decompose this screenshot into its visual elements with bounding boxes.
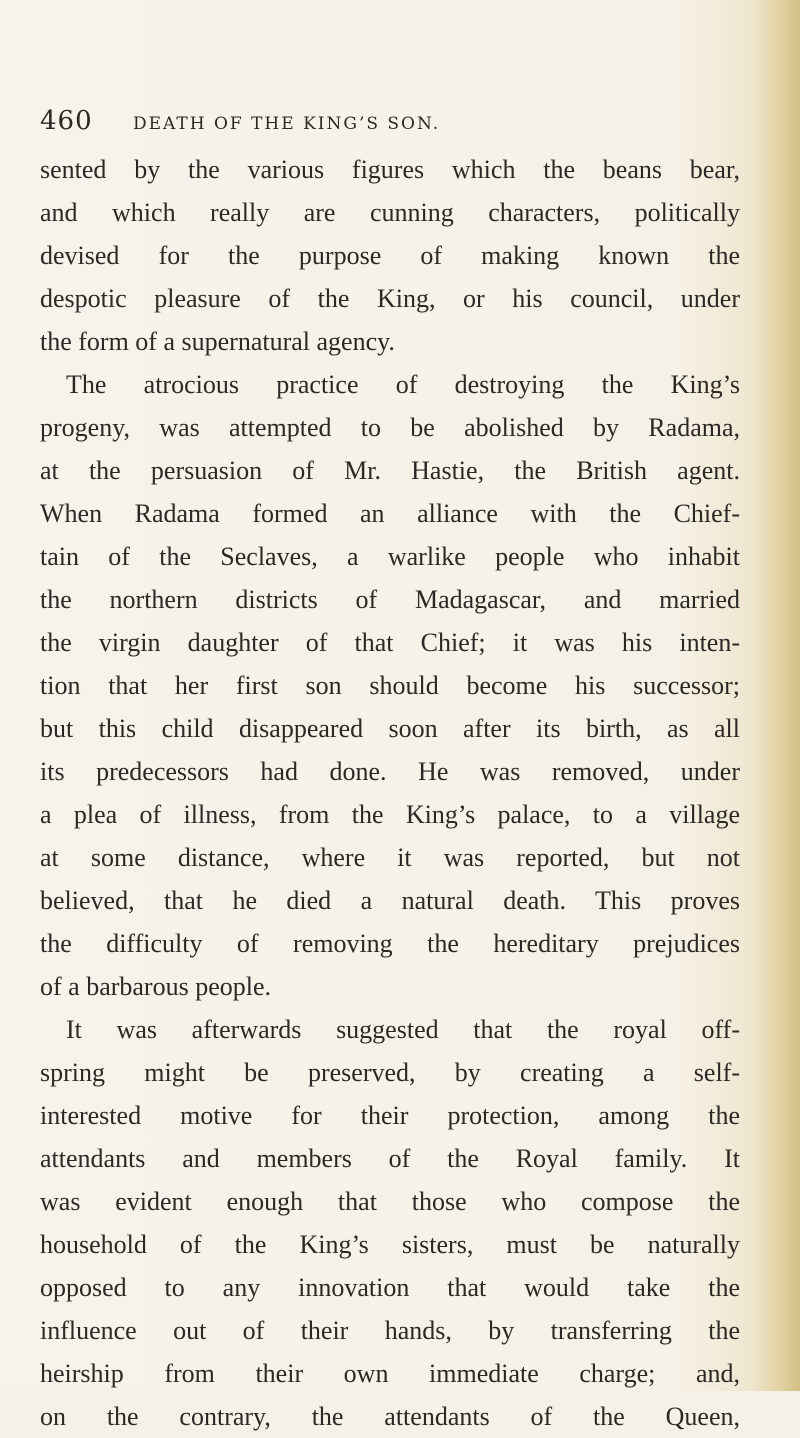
text-line: interested motive for their protection, among the	[40, 1101, 740, 1130]
text-line: spring might be preserved, by creating a self-	[40, 1058, 740, 1087]
page-header	[40, 106, 740, 144]
text-line: tain of the Seclaves, a warlike people who inhabit	[40, 542, 740, 571]
text-line: at the persuasion of Mr. Hastie, the British agent.	[40, 456, 740, 485]
text-line: sented by the various figures which the beans bear,	[40, 155, 740, 184]
paragraph-end-line: of a barbarous people.	[40, 972, 272, 1001]
text-line: progeny, was attempted to be abolished by Radama,	[40, 413, 740, 442]
page-number: 460	[40, 106, 93, 136]
text-line: believed, that he died a natural death. This proves	[40, 886, 740, 915]
paragraph-end-line: the form of a supernatural agency.	[40, 327, 395, 356]
text-line: opposed to any innovation that would take the	[40, 1273, 740, 1302]
text-line: was evident enough that those who compose the	[40, 1187, 740, 1216]
text-line: but this child disappeared soon after its birth, as all	[40, 714, 740, 743]
text-line: devised for the purpose of making known the	[40, 241, 740, 270]
text-line: heirship from their own immediate charge; and,	[40, 1359, 740, 1388]
text-line: influence out of their hands, by transferring the	[40, 1316, 740, 1345]
text-line: the northern districts of Madagascar, and married	[40, 585, 740, 614]
text-line: When Radama formed an alliance with the Chief-	[40, 499, 740, 528]
page-edge-discoloration	[750, 0, 800, 1391]
text-line: tion that her first son should become his successor;	[40, 671, 740, 700]
paragraph-start-line: The atrocious practice of destroying the King’s	[66, 370, 740, 399]
text-line: despotic pleasure of the King, or his council, under	[40, 284, 740, 313]
body-text	[40, 148, 740, 1438]
text-line: on the contrary, the attendants of the Queen,	[40, 1402, 740, 1431]
text-line: and which really are cunning characters, politically	[40, 198, 740, 227]
text-line: its predecessors had done. He was removed, under	[40, 757, 740, 786]
text-line: the difficulty of removing the hereditary prejudices	[40, 929, 740, 958]
text-line: the virgin daughter of that Chief; it was his inten-	[40, 628, 740, 657]
text-line: at some distance, where it was reported, but not	[40, 843, 740, 872]
paragraph-start-line: It was afterwards suggested that the royal off-	[66, 1015, 740, 1044]
text-line: a plea of illness, from the King’s palace, to a village	[40, 800, 740, 829]
text-line: attendants and members of the Royal family. It	[40, 1144, 740, 1173]
running-title: DEATH OF THE KING’S SON.	[133, 114, 441, 134]
text-line: household of the King’s sisters, must be naturally	[40, 1230, 740, 1259]
